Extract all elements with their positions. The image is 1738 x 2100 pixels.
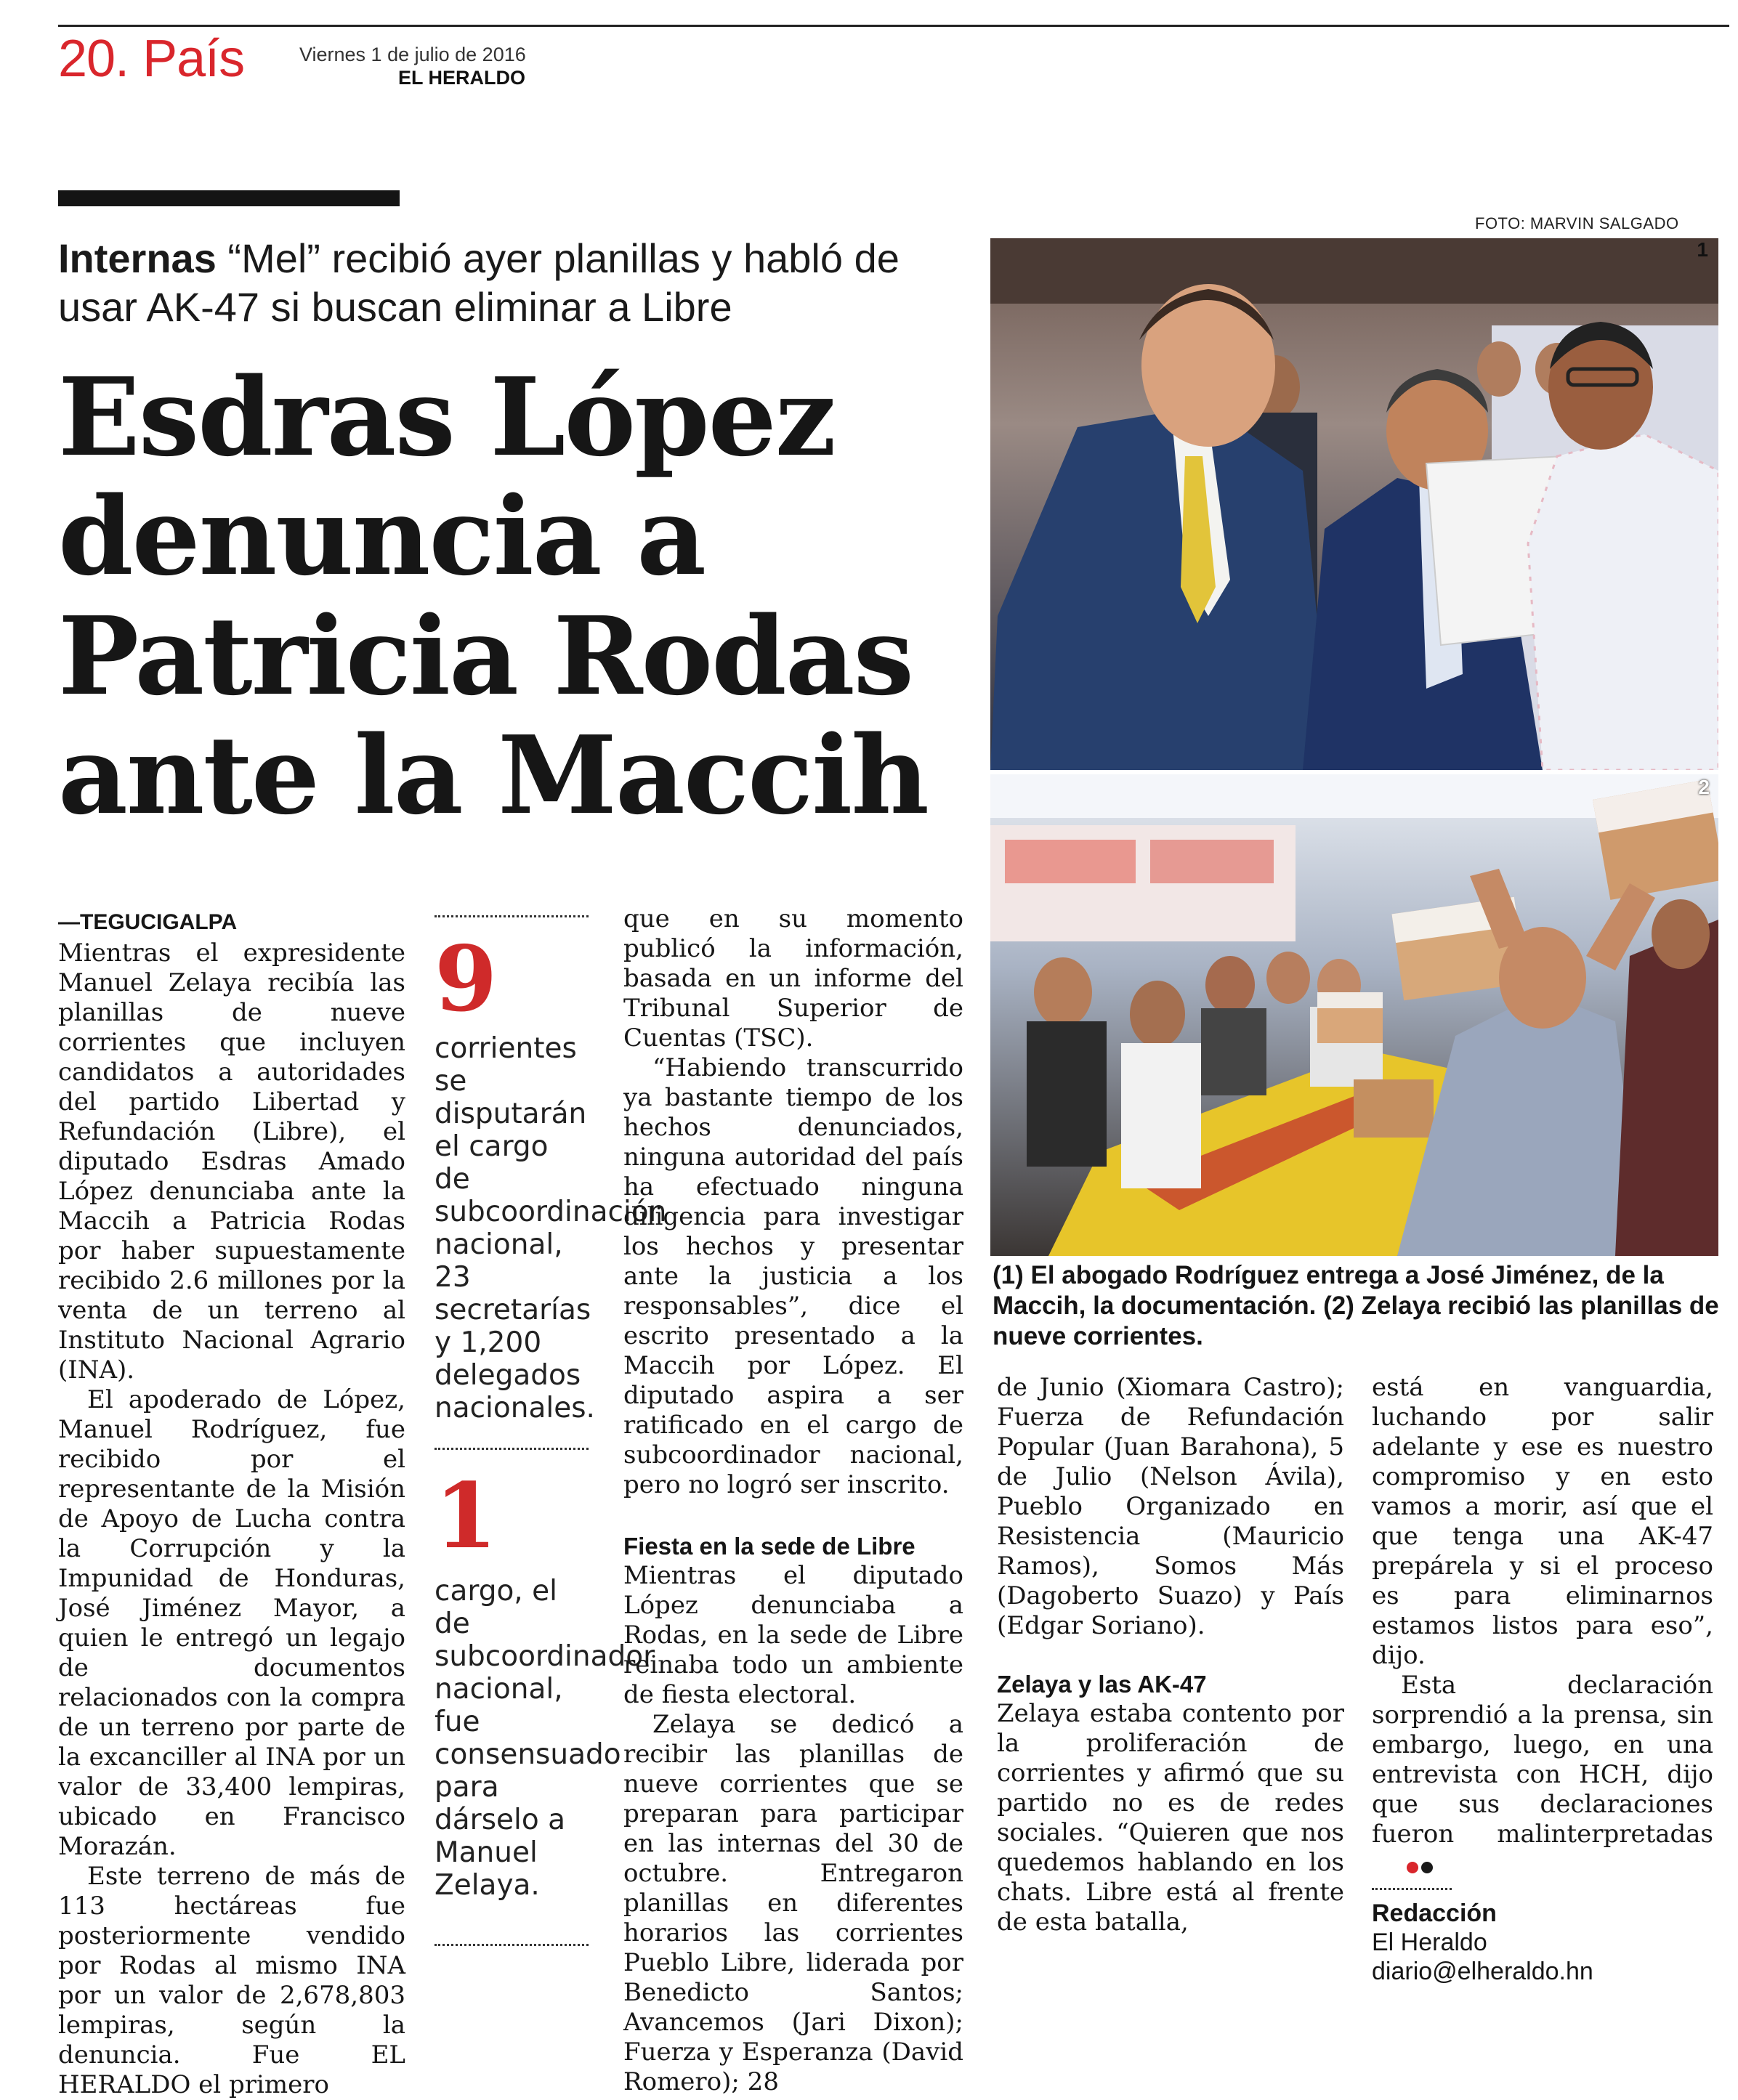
byline-name: Redacción xyxy=(1372,1899,1497,1927)
kicker-label: Internas xyxy=(58,235,217,281)
byline-email: diario@elheraldo.hn xyxy=(1372,1957,1593,1985)
divider-dots xyxy=(434,915,589,917)
divider-dots xyxy=(434,1944,589,1946)
article-column-1 xyxy=(58,909,405,2100)
section-label: 20. País xyxy=(58,30,245,88)
paragraph: que en su momento publicó la información, basada en un informe del Tribunal Superior de Cuentas (TSC). xyxy=(623,904,963,1053)
fact-number: 1 xyxy=(434,1464,498,1569)
paragraph: de Junio (Xiomara Castro); Fuerza de Refundación Popular (Juan Barahona), 5 de Julio (Nelson Ávila), Pueblo Organizado en Resistencia (Mauricio Ramos), Somos Más (Dagoberto Suazo) y País (Edgar Soriano). xyxy=(997,1373,1344,1640)
fact-text: cargo, el de subcoordinador nacional, fue consensuado para dárselo a Manuel Zelaya. xyxy=(434,1575,655,1902)
byline-outlet: El Heraldo xyxy=(1372,1928,1487,1956)
paragraph: Mientras el expresidente Manuel Zelaya recibía las planillas de nueve corrientes que incluyen candidatos a autoridades del partido Libertad y Refundación (Libre), el diputado Esdras Amado López denunciaba ante la Maccih a Patricia Rodas por haber supuestamente recibido 2.6 millones por la venta de un terreno al Instituto Nacional Agrario (INA). xyxy=(58,938,405,1385)
kicker xyxy=(58,234,952,331)
paragraph: está en vanguardia, luchando por salir adelante y ese es nuestro compromiso y en esto vamos a morir, así que el que tenga una AK-47 prepárela y si el proceso es para eliminarnos estamos listos para eso”, dijo. xyxy=(1372,1373,1713,1670)
photo-number: 2 xyxy=(1698,776,1710,798)
publication-date: Viernes 1 de julio de 2016 xyxy=(299,44,526,65)
photo-handover-image xyxy=(990,238,1718,770)
paragraph-text: Esta declaración sorprendió a la prensa, sin embargo, luego, en una entrevista con HCH, dijo que sus declaraciones fueron malinterpretadas xyxy=(1372,1671,1713,1849)
article-column-2 xyxy=(623,904,963,2097)
subheading: Fiesta en la sede de Libre xyxy=(623,1533,916,1560)
article-column-3 xyxy=(997,1373,1344,1937)
paragraph: Zelaya estaba contento por la proliferación de corrientes y afirmó que su partido no es de redes sociales. “Quieren que nos quedemos hablando en los chats. Libre está al frente de esta batalla, xyxy=(997,1699,1344,1937)
fact-text: corrientes se disputarán el cargo de subcoordinación nacional, 23 secretarías y 1,200 delegados nacionales. xyxy=(434,1032,667,1424)
section-bar xyxy=(58,190,400,206)
photo-handover xyxy=(990,238,1718,770)
top-rule xyxy=(58,25,1729,27)
subheading: Zelaya y las AK-47 xyxy=(997,1671,1207,1698)
headline: Esdras López denuncia a Patricia Rodas ante la Maccih xyxy=(58,354,928,838)
signature-divider xyxy=(1372,1888,1452,1890)
fact-number: 9 xyxy=(434,927,498,1032)
paragraph: Este terreno de más de 113 hectáreas fue posteriormente vendido por Rodas al mismo INA por un valor de 2,678,803 lempiras, según la denuncia. Fue EL HERALDO el primero xyxy=(58,1862,405,2099)
end-mark-icon xyxy=(1378,1851,1436,1881)
paragraph: Zelaya se dedicó a recibir las planillas de nueve corrientes que se preparan para participar en las internas del 30 de octubre. Entregaron planillas en diferentes horarios las corrientes Pueblo Libre, liderada por Benedicto Santos; Avancemos (Jari Dixon); Fuerza y Esperanza (David Romero); 28 xyxy=(623,1710,963,2096)
paragraph: “Habiendo transcurrido ya bastante tiempo de los hechos denunciados, ninguna autoridad del país ha efectuado ninguna diligencia para investigar los hechos y presentar ante la justicia a los responsables”, dice el escrito presentado a la Maccih por López. El diputado aspira a ser ratificado en el cargo de subcoordinador nacional, pero no logró ser inscrito. xyxy=(623,1053,963,1499)
article-column-4 xyxy=(1372,1373,1713,1986)
dateline: —TEGUCIGALPA xyxy=(58,910,238,934)
photo-credit: FOTO: MARVIN SALGADO xyxy=(1475,214,1679,232)
photo-planillas xyxy=(990,774,1718,1256)
photo-planillas-image xyxy=(990,774,1718,1256)
newspaper-name: EL HERALDO xyxy=(398,67,526,89)
paragraph: El apoderado de López, Manuel Rodríguez, fue recibido por el representante de la Misión de Apoyo de Lucha contra la Corrupción y la Impunidad de Honduras, José Jiménez Mayor, a quien le entregó un legajo de documentos relacionados con la compra de un terreno por parte de la excanciller al INA por un valor de 33,400 lempiras, ubicado en Francisco Morazán. xyxy=(58,1385,405,1861)
paragraph: Mientras el diputado López denunciaba a Rodas, en la sede de Libre reinaba todo un ambiente de fiesta electoral. xyxy=(623,1561,963,1709)
photo-number: 1 xyxy=(1697,238,1708,261)
photo-caption: (1) El abogado Rodríguez entrega a José Jiménez, de la Maccih, la documentación. (2) Zelaya recibió las planillas de nueve corrientes. xyxy=(993,1261,1719,1350)
facts-sidebar xyxy=(434,915,667,1946)
kicker-text: “Mel” recibió ayer planillas y habló de usar AK-47 si buscan eliminar a Libre xyxy=(58,235,900,331)
paragraph xyxy=(1372,1671,1713,1881)
divider-dots xyxy=(434,1448,589,1450)
